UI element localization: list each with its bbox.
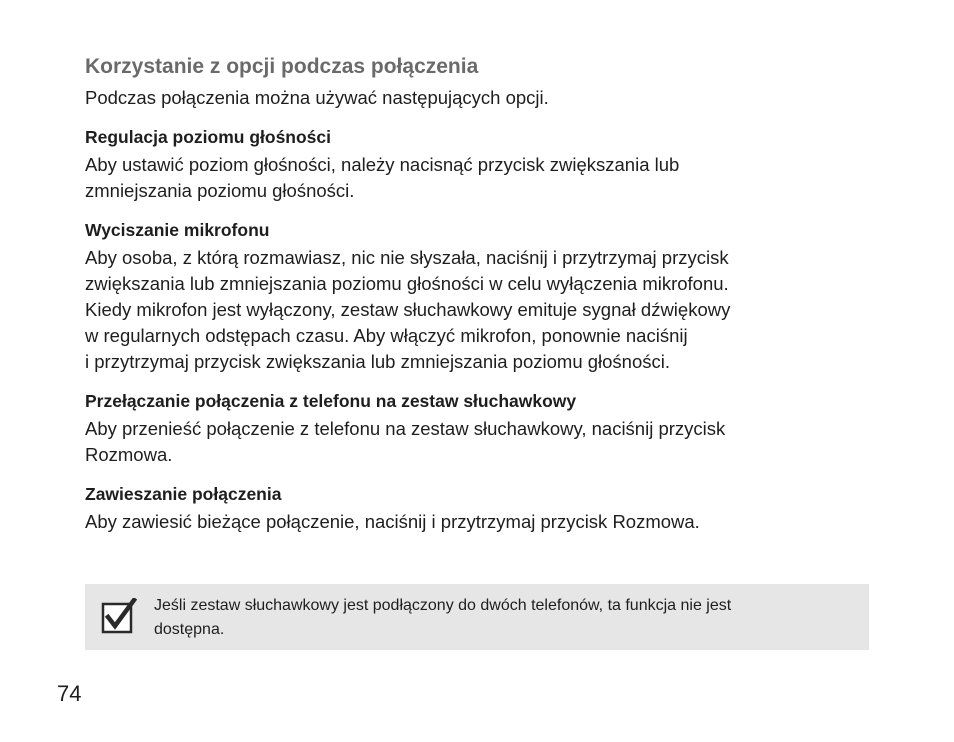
- section-body-mute: Aby osoba, z którą rozmawiasz, nic nie słyszała, naciśnij i przytrzymaj przycisk zwiększania lub zmniejszania poziomu głośności w celu wyłączenia mikrofonu. Kiedy mikrofon jest wyłączony, zestaw słuchawkowy emituje sygnał dźwiękowy w regularnych odstępach czasu. Aby włączyć mikrofon, ponownie naciśnij i przytrzymaj przycisk zwiększania lub zmniejszania poziomu głośności.: [85, 247, 731, 372]
- section-title-transfer: Przełączanie połączenia z telefonu na zestaw słuchawkowy: [85, 391, 577, 411]
- page-number: 74: [57, 681, 82, 706]
- section-transfer: [85, 389, 885, 468]
- section-body-volume: Aby ustawić poziom głośności, należy nacisnąć przycisk zwiększania lub zmniejszania poziomu głośności.: [85, 154, 680, 201]
- page-title: Korzystanie z opcji podczas połączenia: [85, 55, 479, 78]
- note-text: Jeśli zestaw słuchawkowy jest podłączony do dwóch telefonów, ta funkcja nie jest dostępna.: [154, 597, 732, 638]
- note-box: [85, 584, 869, 650]
- section-hold: [85, 482, 885, 535]
- section-volume: [85, 125, 885, 204]
- page-content: [85, 52, 885, 535]
- checkbox-checked-icon: [101, 598, 137, 634]
- section-body-transfer: Aby przenieść połączenie z telefonu na zestaw słuchawkowy, naciśnij przycisk Rozmowa.: [85, 418, 726, 465]
- section-title-hold: Zawieszanie połączenia: [85, 484, 282, 504]
- section-body-hold: Aby zawiesić bieżące połączenie, naciśnij i przytrzymaj przycisk Rozmowa.: [85, 511, 700, 532]
- section-mute: [85, 218, 885, 375]
- section-title-volume: Regulacja poziomu głośności: [85, 127, 332, 147]
- intro-text: Podczas połączenia można używać następujących opcji.: [85, 87, 549, 108]
- section-title-mute: Wyciszanie mikrofonu: [85, 220, 270, 240]
